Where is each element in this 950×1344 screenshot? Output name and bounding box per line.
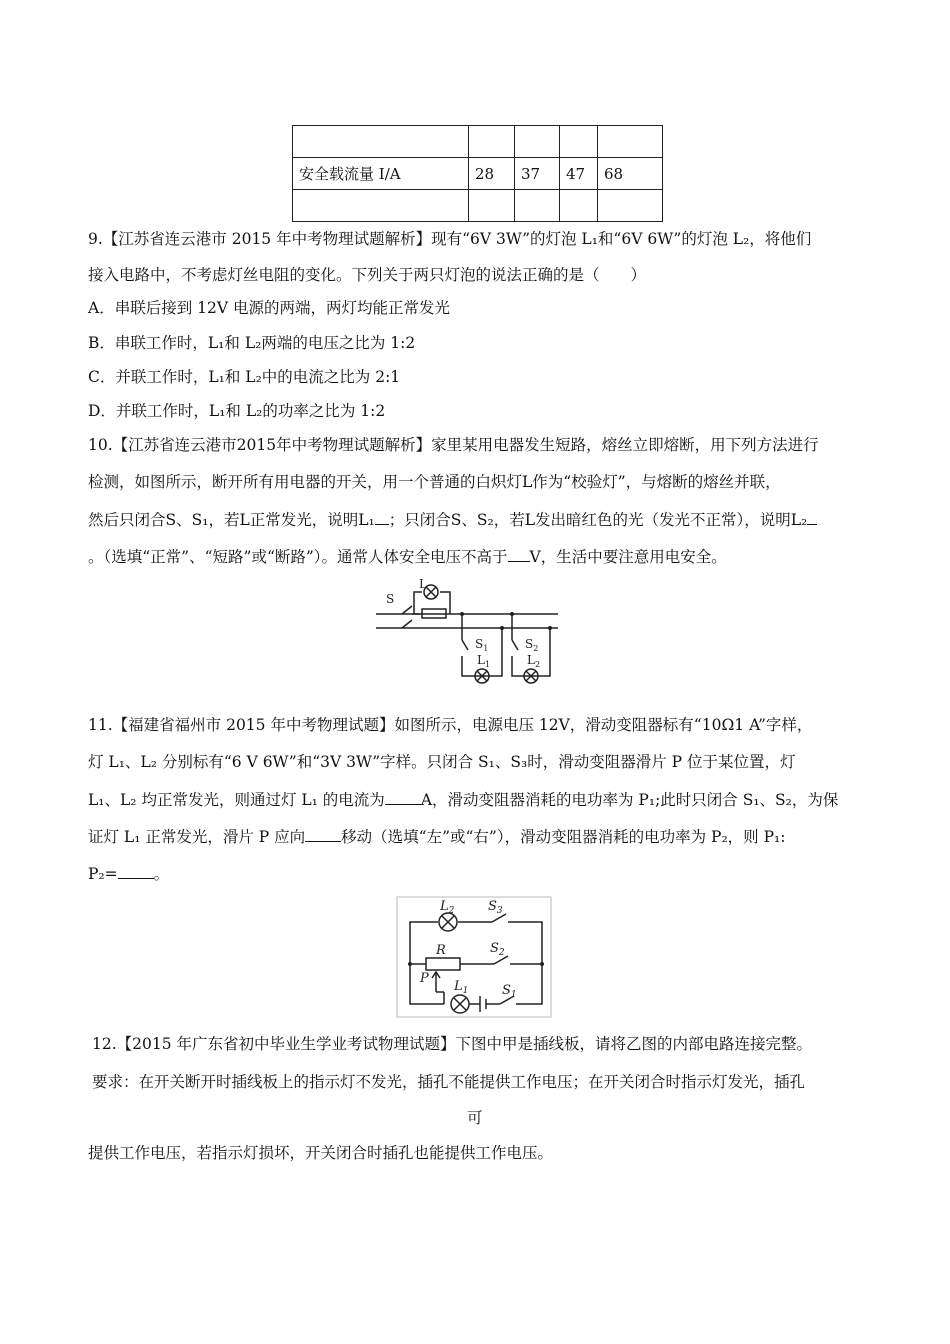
q9-option-a: A．串联后接到 12V 电源的两端，两灯均能正常发光 bbox=[88, 299, 450, 317]
label-s3: $S_3$ bbox=[488, 899, 503, 916]
q12-line-4: 提供工作电压，若指示灯损坏，开关闭合时插孔也能提供工作电压。 bbox=[88, 1144, 554, 1162]
q11-line-1: 11.【福建省福州市 2015 年中考物理试题】如图所示，电源电压 12V，滑动变阻器标有“10Ω1 A”字样， bbox=[88, 716, 813, 734]
q11-line-4: 证灯 L₁ 正常发光，滑片 P 应向 移动（选填“左”或“右”），滑动变阻器消耗的电功率为 P₂，则 P₁: bbox=[88, 828, 786, 846]
table-cell: 68 bbox=[598, 158, 663, 190]
answer-blank bbox=[375, 510, 389, 525]
q12-line-1: 12.【2015 年广东省初中毕业生学业考试物理试题】下图中甲是插线板，请将乙图的内部电路连接完整。 bbox=[92, 1035, 813, 1053]
label-l: L bbox=[419, 578, 427, 591]
answer-blank bbox=[508, 547, 530, 562]
q12-line-2: 要求：在开关断开时插线板上的指示灯不发光，插孔不能提供工作电压；在开关闭合时指示灯发光，插孔 bbox=[92, 1073, 806, 1091]
answer-blank bbox=[118, 864, 154, 879]
table-cell: 47 bbox=[560, 158, 598, 190]
label-s: S bbox=[386, 592, 395, 606]
label-l2: $L_2$ bbox=[527, 653, 541, 669]
q9-option-c: C．并联工作时，L₁和 L₂中的电流之比为 2:1 bbox=[88, 368, 401, 386]
label-s1: $S_1$ bbox=[502, 983, 517, 1000]
q10-line-4: 。（选填“正常”、“短路”或“断路”）。通常人体安全电压不高于 V，生活中要注意用电安全。 bbox=[88, 548, 727, 566]
q9-stem-line-1: 9.【江苏省连云港市 2015 年中考物理试题解析】现有“6V 3W”的灯泡 L₁和“6V 6W”的灯泡 L₂，将他们 bbox=[88, 230, 812, 248]
table-row bbox=[293, 126, 663, 158]
answer-blank bbox=[385, 790, 421, 805]
table-cell: 28 bbox=[469, 158, 515, 190]
q10-line-3: 然后只闭合S、S₁，若L正常发光，说明L₁ ；只闭合S、S₂，若L发出暗红色的光（发光不正常），说明L₂ bbox=[88, 510, 817, 530]
table-row bbox=[293, 190, 663, 222]
q11-line-5: P₂= 。 bbox=[88, 865, 170, 883]
label-s1: $S_1$ bbox=[475, 637, 489, 653]
q11-line-3: L₁、L₂ 均正常发光，则通过灯 L₁ 的电流为 A，滑动变阻器消耗的电功率为 P₁;此时只闭合 S₁、S₂，为保 bbox=[88, 791, 839, 809]
q12-line-3: 可 bbox=[467, 1109, 483, 1127]
q9-option-d: D．并联工作时，L₁和 L₂的功率之比为 1:2 bbox=[88, 402, 386, 420]
label-l1: $L_1$ bbox=[477, 653, 491, 669]
q11-line-2: 灯 L₁、L₂ 分别标有“6 V 6W”和“3V 3W”字样。只闭合 S₁、S₃时，滑动变阻器滑片 P 位于某位置，灯 bbox=[88, 753, 796, 771]
table-row bbox=[293, 158, 663, 190]
q10-line-2: 检测，如图所示，断开所有用电器的开关，用一个普通的白炽灯L作为“校验灯”，与熔断的熔丝并联， bbox=[88, 473, 781, 491]
q10-circuit-diagram bbox=[372, 578, 564, 684]
q10-line-1: 10.【江苏省连云港市2015年中考物理试题解析】家里某用电器发生短路，熔丝立即熔断，用下列方法进行 bbox=[88, 436, 819, 454]
q9-option-b: B．串联工作时，L₁和 L₂两端的电压之比为 1:2 bbox=[88, 334, 416, 352]
answer-blank bbox=[807, 510, 817, 525]
label-r: R bbox=[436, 943, 446, 958]
table-cell: 37 bbox=[515, 158, 560, 190]
q9-stem-line-2: 接入电路中，不考虑灯丝电阻的变化。下列关于两只灯泡的说法正确的是（ ） bbox=[88, 266, 647, 284]
label-s2: $S_2$ bbox=[490, 941, 505, 958]
answer-blank bbox=[305, 827, 341, 842]
label-l2: $L_2$ bbox=[440, 899, 455, 916]
current-capacity-table bbox=[292, 125, 663, 222]
table-row-label: 安全载流量 I/A bbox=[293, 158, 469, 190]
label-p: P bbox=[420, 971, 429, 986]
label-s2: $S_2$ bbox=[525, 637, 539, 653]
q11-circuit-diagram bbox=[396, 896, 552, 1018]
label-l1: $L_1$ bbox=[454, 979, 469, 996]
